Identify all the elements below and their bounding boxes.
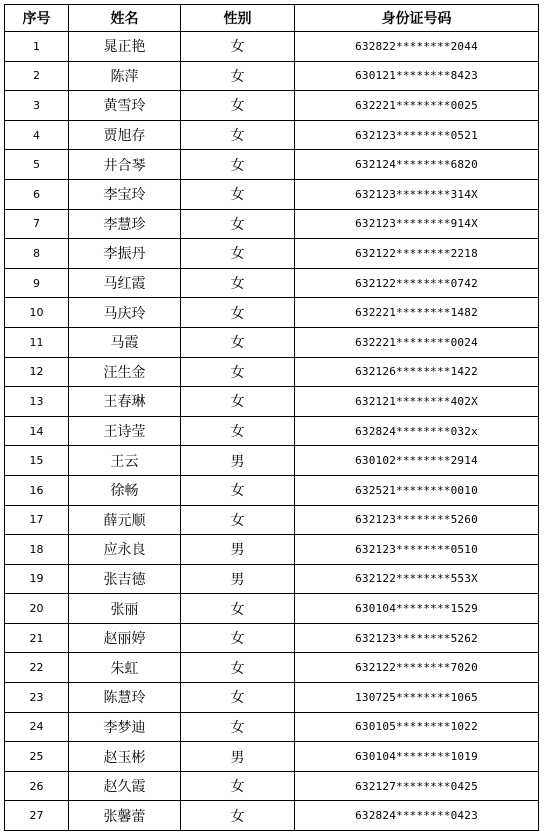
table-row	[5, 594, 539, 624]
sex-cell: 女	[181, 150, 295, 180]
name-cell: 王春琳	[69, 387, 181, 417]
seq-cell: 4	[5, 120, 69, 150]
sex-cell: 女	[181, 298, 295, 328]
id-number-cell: 632123********5262	[295, 623, 539, 653]
name-cell: 黄雪玲	[69, 91, 181, 121]
sex-cell: 男	[181, 535, 295, 565]
name-cell: 张吉德	[69, 564, 181, 594]
sex-cell: 女	[181, 712, 295, 742]
table-row	[5, 535, 539, 565]
name-cell: 贾旭存	[69, 120, 181, 150]
id-number-cell: 632521********0010	[295, 475, 539, 505]
name-cell: 陈萍	[69, 61, 181, 91]
seq-cell: 2	[5, 61, 69, 91]
seq-cell: 24	[5, 712, 69, 742]
sex-cell: 女	[181, 239, 295, 269]
sex-cell: 女	[181, 268, 295, 298]
name-cell: 陈慧玲	[69, 683, 181, 713]
seq-cell: 16	[5, 475, 69, 505]
table-row	[5, 505, 539, 535]
name-cell: 张丽	[69, 594, 181, 624]
name-cell: 马庆玲	[69, 298, 181, 328]
id-number-cell: 632123********0510	[295, 535, 539, 565]
id-number-cell: 632123********0521	[295, 120, 539, 150]
name-cell: 李宝玲	[69, 179, 181, 209]
table-row	[5, 742, 539, 772]
id-number-cell: 632121********402X	[295, 387, 539, 417]
name-cell: 朱虹	[69, 653, 181, 683]
table-row	[5, 327, 539, 357]
name-cell: 王云	[69, 446, 181, 476]
table-row	[5, 120, 539, 150]
seq-cell: 19	[5, 564, 69, 594]
sex-cell: 女	[181, 209, 295, 239]
id-number-cell: 632123********914X	[295, 209, 539, 239]
table-row	[5, 239, 539, 269]
sex-cell: 女	[181, 416, 295, 446]
sex-cell: 女	[181, 327, 295, 357]
name-cell: 赵丽婷	[69, 623, 181, 653]
sex-cell: 女	[181, 683, 295, 713]
sex-cell: 女	[181, 179, 295, 209]
name-cell: 薛元顺	[69, 505, 181, 535]
id-number-cell: 630105********1022	[295, 712, 539, 742]
sex-cell: 男	[181, 446, 295, 476]
seq-cell: 22	[5, 653, 69, 683]
seq-cell: 13	[5, 387, 69, 417]
id-number-cell: 632122********553X	[295, 564, 539, 594]
seq-cell: 8	[5, 239, 69, 269]
table-row	[5, 683, 539, 713]
header-seq: 序号	[5, 5, 69, 32]
seq-cell: 20	[5, 594, 69, 624]
seq-cell: 9	[5, 268, 69, 298]
seq-cell: 21	[5, 623, 69, 653]
sex-cell: 女	[181, 623, 295, 653]
seq-cell: 6	[5, 179, 69, 209]
table-row	[5, 653, 539, 683]
table-row	[5, 801, 539, 831]
sex-cell: 女	[181, 475, 295, 505]
table-row	[5, 475, 539, 505]
seq-cell: 15	[5, 446, 69, 476]
id-number-cell: 632221********0025	[295, 91, 539, 121]
id-number-cell: 632126********1422	[295, 357, 539, 387]
table-row	[5, 61, 539, 91]
id-number-cell: 632122********2218	[295, 239, 539, 269]
id-number-cell: 632123********314X	[295, 179, 539, 209]
id-number-cell: 632822********2044	[295, 32, 539, 62]
name-cell: 徐畅	[69, 475, 181, 505]
name-cell: 马霞	[69, 327, 181, 357]
name-cell: 李慧珍	[69, 209, 181, 239]
sex-cell: 男	[181, 564, 295, 594]
sex-cell: 女	[181, 32, 295, 62]
name-cell: 汪生金	[69, 357, 181, 387]
seq-cell: 26	[5, 771, 69, 801]
seq-cell: 12	[5, 357, 69, 387]
header-sex: 性别	[181, 5, 295, 32]
header-id-number: 身份证号码	[295, 5, 539, 32]
id-number-cell: 632124********6820	[295, 150, 539, 180]
id-number-cell: 632824********0423	[295, 801, 539, 831]
sex-cell: 女	[181, 120, 295, 150]
seq-cell: 7	[5, 209, 69, 239]
sex-cell: 女	[181, 505, 295, 535]
seq-cell: 11	[5, 327, 69, 357]
id-number-cell: 630102********2914	[295, 446, 539, 476]
table-row	[5, 357, 539, 387]
id-number-cell: 632122********0742	[295, 268, 539, 298]
seq-cell: 10	[5, 298, 69, 328]
table-body	[5, 32, 539, 831]
roster-table	[4, 4, 539, 831]
seq-cell: 1	[5, 32, 69, 62]
table-row	[5, 268, 539, 298]
id-number-cell: 630104********1529	[295, 594, 539, 624]
table-row	[5, 446, 539, 476]
name-cell: 王诗莹	[69, 416, 181, 446]
id-number-cell: 630104********1019	[295, 742, 539, 772]
seq-cell: 25	[5, 742, 69, 772]
seq-cell: 18	[5, 535, 69, 565]
sex-cell: 女	[181, 801, 295, 831]
name-cell: 赵久霞	[69, 771, 181, 801]
sex-cell: 女	[181, 594, 295, 624]
table-row	[5, 32, 539, 62]
sex-cell: 女	[181, 91, 295, 121]
name-cell: 李梦迪	[69, 712, 181, 742]
name-cell: 张馨蕾	[69, 801, 181, 831]
id-number-cell: 632824********032x	[295, 416, 539, 446]
id-number-cell: 632127********0425	[295, 771, 539, 801]
sex-cell: 女	[181, 653, 295, 683]
seq-cell: 14	[5, 416, 69, 446]
header-row	[5, 5, 539, 32]
table-row	[5, 387, 539, 417]
seq-cell: 27	[5, 801, 69, 831]
seq-cell: 5	[5, 150, 69, 180]
id-number-cell: 632221********0024	[295, 327, 539, 357]
name-cell: 井合琴	[69, 150, 181, 180]
sex-cell: 女	[181, 771, 295, 801]
id-number-cell: 130725********1065	[295, 683, 539, 713]
table-row	[5, 91, 539, 121]
table-row	[5, 209, 539, 239]
name-cell: 李振丹	[69, 239, 181, 269]
id-number-cell: 630121********8423	[295, 61, 539, 91]
sex-cell: 男	[181, 742, 295, 772]
table-row	[5, 623, 539, 653]
name-cell: 晁正艳	[69, 32, 181, 62]
id-number-cell: 632122********7020	[295, 653, 539, 683]
name-cell: 赵玉彬	[69, 742, 181, 772]
table-row	[5, 179, 539, 209]
table-row	[5, 416, 539, 446]
sex-cell: 女	[181, 387, 295, 417]
sex-cell: 女	[181, 61, 295, 91]
table-row	[5, 771, 539, 801]
id-number-cell: 632221********1482	[295, 298, 539, 328]
header-name: 姓名	[69, 5, 181, 32]
table-row	[5, 150, 539, 180]
table-row	[5, 564, 539, 594]
seq-cell: 23	[5, 683, 69, 713]
name-cell: 应永良	[69, 535, 181, 565]
table-row	[5, 298, 539, 328]
name-cell: 马红霞	[69, 268, 181, 298]
seq-cell: 3	[5, 91, 69, 121]
id-number-cell: 632123********5260	[295, 505, 539, 535]
seq-cell: 17	[5, 505, 69, 535]
sex-cell: 女	[181, 357, 295, 387]
table-row	[5, 712, 539, 742]
